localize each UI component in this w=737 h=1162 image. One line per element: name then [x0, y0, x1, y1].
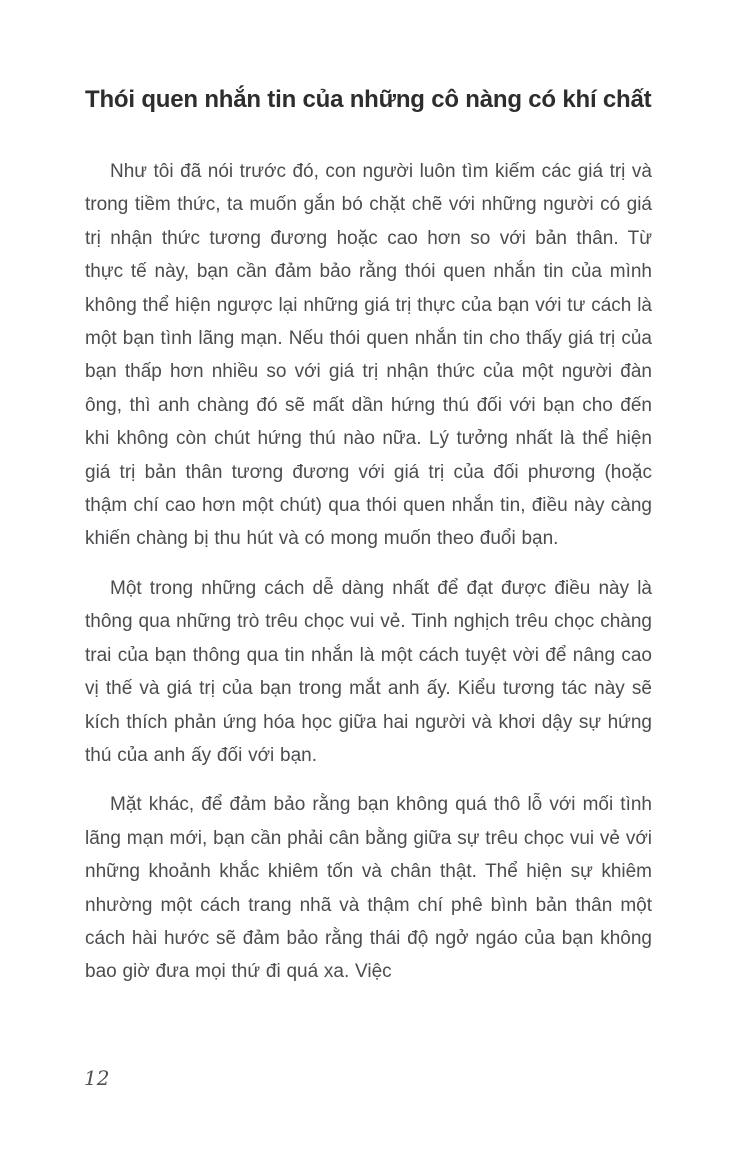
- body-paragraph-2: Một trong những cách dễ dàng nhất để đạt được điều này là thông qua những trò trêu chọc vui vẻ. Tinh nghịch trêu chọc chàng trai của bạn thông qua tin nhắn là một cách tuyệt vời để nâng cao vị thế và giá trị của bạn trong mắt anh ấy. Kiểu tương tác này sẽ kích thích phản ứng hóa học giữa hai người và khơi dậy sự hứng thú của anh ấy đối với bạn.: [85, 577, 652, 766]
- chapter-title: Thói quen nhắn tin của những cô nàng có khí chất: [85, 86, 652, 113]
- body-paragraph-3: Mặt khác, để đảm bảo rằng bạn không quá thô lỗ với mối tình lãng mạn mới, bạn cần phải cân bằng giữa sự trêu chọc vui vẻ với những khoảnh khắc khiêm tốn và chân thật. Thể hiện sự khiêm nhường một cách trang nhã và thậm chí phê bình bản thân một cách hài hước sẽ đảm bảo rằng thái độ ngở ngáo của bạn không bao giờ đưa mọi thứ đi quá xa. Việc: [85, 794, 652, 983]
- body-paragraph-1: Như tôi đã nói trước đó, con người luôn tìm kiếm các giá trị và trong tiềm thức, ta muốn gắn bó chặt chẽ với những người có giá trị nhận thức tương đương hoặc cao hơn so với bản thân. Từ thực tế này, bạn cần đảm bảo rằng thói quen nhắn tin của mình không thể hiện ngược lại những giá trị thực của bạn với tư cách là một bạn tình lãng mạn. Nếu thói quen nhắn tin cho thấy giá trị của bạn thấp hơn nhiều so với giá trị nhận thức của một người đàn ông, thì anh chàng đó sẽ mất dần hứng thú đối với bạn cho đến khi không còn chút hứng thú nào nữa. Lý tưởng nhất là thể hiện giá trị bản thân tương đương với giá trị của đối phương (hoặc thậm chí cao hơn một chút) qua thói quen nhắn tin, điều này càng khiến chàng bị thu hút và có mong muốn theo đuổi bạn.: [85, 161, 652, 550]
- page-number: 12: [84, 1066, 110, 1090]
- page-content: [85, 84, 652, 1005]
